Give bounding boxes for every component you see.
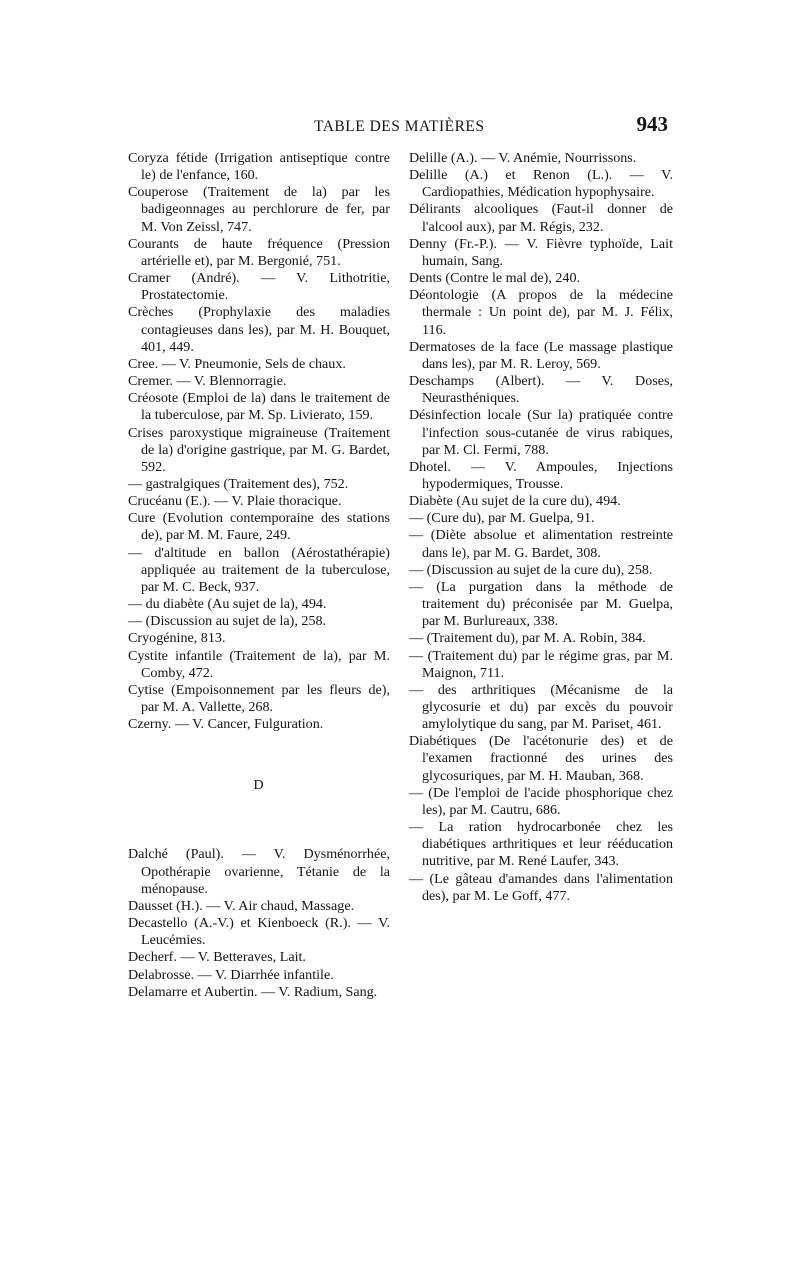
index-entry: Delille (A.). — V. Anémie, Nourrissons. [409,150,637,166]
index-entry: Coryza fétide (Irrigation antiseptique contre le) de l'enfance, 160. [128,150,390,184]
index-entry: Delamarre et Aubertin. — V. Radium, Sang. [128,983,378,1000]
section-letter-d: D [253,778,265,794]
index-entry: — (Le gâteau d'amandes dans l'alimentation des), par M. Le Goff, 477. [409,870,673,904]
index-entry: — (Diète absolue et alimentation restreinte dans le), par M. G. Bardet, 308. [409,527,673,561]
index-entry: — d'altitude en ballon (Aérostathérapie) appliquée au traitement de la tuberculose, par M. C. Beck, 937. [128,544,390,595]
index-entry: Déontologie (A propos de la médecine thermale : Un point de), par M. J. Félix, 116. [409,287,673,338]
index-entry: Deschamps (Albert). — V. Doses, Neurasthéniques. [409,373,673,407]
index-entry: Crucéanu (E.). — V. Plaie thoracique. [128,493,342,510]
index-entry: — des arthritiques (Mécanisme de la glycosurie et du) par excès du pouvoir amylolytique du sang, par M. Pariset, 461. [409,681,673,733]
index-entry: Crèches (Prophylaxie des maladies contagieuses dans les), par M. H. Bouquet, 401, 449. [128,304,390,355]
index-entry: Crises paroxystique migraineuse (Traitement de la) d'origine gastrique, par M. G. Bardet, 592. [128,424,390,475]
section-spacer [128,794,390,846]
index-entry: Cree. — V. Pneumonie, Sels de chaux. [128,355,346,372]
page-number: 943 [636,112,668,136]
index-entry: Decherf. — V. Betteraves, Lait. [128,949,306,966]
index-entry: Dausset (H.). — V. Air chaud, Massage. [128,897,355,914]
entries-c [128,150,390,733]
section-spacer [128,733,390,777]
index-entry: Cryogénine, 813. [128,630,226,647]
index-entry: — gastralgiques (Traitement des), 752. [128,475,349,492]
index-entry: Cystite infantile (Traitement de la), par M. Comby, 472. [128,647,390,681]
index-entry: Dhotel. — V. Ampoules, Injections hypodermiques, Trousse. [409,458,673,492]
index-entry: — (Traitement du), par M. A. Robin, 384. [409,630,646,647]
index-entry: Cure (Evolution contemporaine des stations de), par M. M. Faure, 249. [128,510,390,544]
index-entry: Cramer (André). — V. Lithotritie, Prostatectomie. [128,270,390,304]
index-entry: Couperose (Traitement de la) par les badigeonnages au perchlorure de fer, par M. Von Zeissl, 747. [128,184,390,235]
running-header [128,112,670,138]
index-entry: — La ration hydrocarbonée chez les diabétiques arthritiques et leur rééducation nutritive, par M. René Laufer, 343. [409,819,673,870]
index-entry: Diabétiques (De l'acétonurie des) et de l'examen fractionné des urines des glycosuriques, par M. H. Mauban, 368. [409,733,673,784]
index-entry: Créosote (Emploi de la) dans le traitement de la tuberculose, par M. Sp. Livierato, 159. [128,390,390,424]
index-entry: Denny (Fr.-P.). — V. Fièvre typhoïde, Lait humain, Sang. [409,235,673,269]
index-entry: Cytise (Empoisonnement par les fleurs de), par M. A. Vallette, 268. [128,681,390,715]
index-entry: Dalché (Paul). — V. Dysménorrhée, Opothérapie ovarienne, Tétanie de la ménopause. [128,846,390,897]
index-entry: — du diabète (Au sujet de la), 494. [128,596,327,613]
index-entry: — (Discussion au sujet de la), 258. [128,613,327,630]
index-entry: — (Traitement du) par le régime gras, par M. Maignon, 711. [409,647,673,681]
index-entry: Decastello (A.-V.) et Kienboeck (R.). — V. Leucémies. [128,915,390,949]
index-entry: Dents (Contre le mal de), 240. [409,270,581,287]
header-title: TABLE DES MATIÈRES [314,118,485,135]
index-entry: Désinfection locale (Sur la) pratiquée contre l'infection sous-cutanée de virus rabiques, par M. Cl. Fermi, 788. [409,407,673,458]
index-entry: Delabrosse. — V. Diarrhée infantile. [128,966,334,983]
index-entry: — (La purgation dans la méthode de traitement du) préconisée par M. Guelpa, par M. Burlureaux, 338. [409,578,673,630]
index-entry: — (Cure du), par M. Guelpa, 91. [409,510,595,527]
index-entry: Czerny. — V. Cancer, Fulguration. [128,716,324,733]
index-entry: Dermatoses de la face (Le massage plastique dans les), par M. R. Leroy, 569. [409,338,673,372]
index-entry: Cremer. — V. Blennorragie. [128,373,287,390]
index-entry: Courants de haute fréquence (Pression artérielle et), par M. Bergonié, 751. [128,235,390,269]
index-entry: — (De l'emploi de l'acide phosphorique chez les), par M. Cautru, 686. [409,784,673,818]
index-entry: Délirants alcooliques (Faut-il donner de l'alcool aux), par M. Régis, 232. [409,201,673,235]
left-column [128,150,390,1001]
index-entry: Delille (A.) et Renon (L.). — V. Cardiopathies, Médication hypophysaire. [409,167,673,201]
index-entry: Diabète (Au sujet de la cure du), 494. [409,493,621,510]
index-entry: — (Discussion au sujet de la cure du), 258. [409,561,653,578]
entries-d [128,846,390,1000]
right-column [409,150,673,905]
